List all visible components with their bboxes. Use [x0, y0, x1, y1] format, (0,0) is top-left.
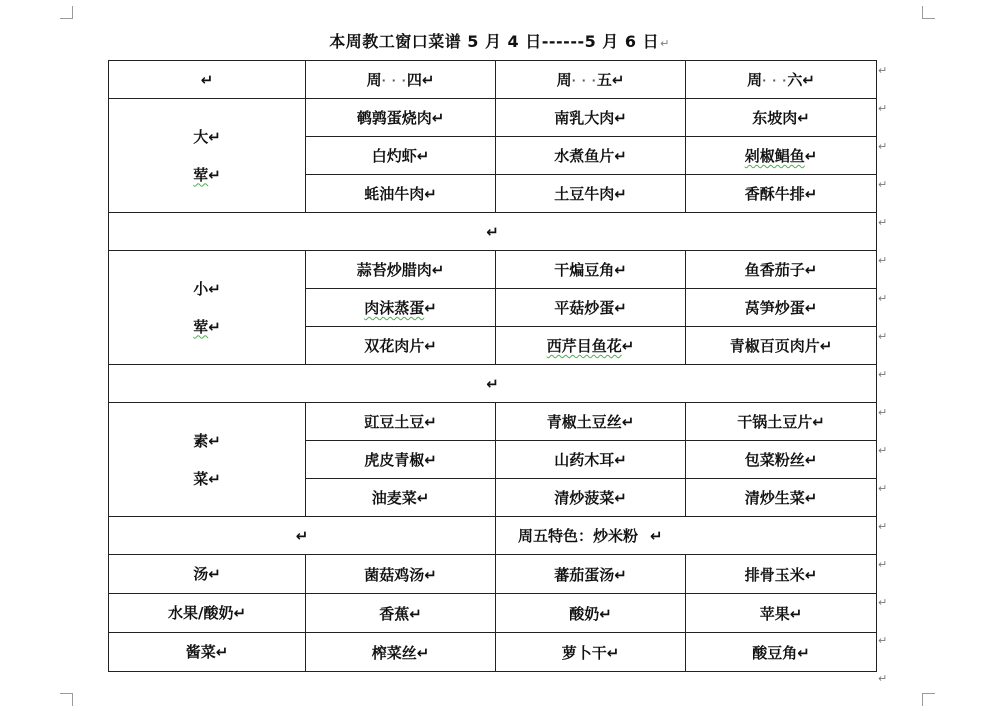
category-cell-soup: 汤↵: [109, 555, 306, 594]
dish-cell: 双花肉片↵: [306, 327, 496, 365]
dish-cell: 豇豆土豆↵: [306, 403, 496, 441]
dish-cell: 平菇炒蛋↵: [496, 289, 686, 327]
dish-cell: 油麦菜↵: [306, 479, 496, 517]
row-end-mark-icon: ↵: [878, 216, 888, 229]
header-day-thursday: 周· · ·四↵: [306, 61, 496, 99]
dish-cell: 萝卜干↵: [496, 633, 686, 672]
dish-cell: 鱼香茄子↵: [686, 251, 877, 289]
dish-cell: 排骨玉米↵: [686, 555, 877, 594]
category-cell-vegetable: 素↵ 菜↵: [109, 403, 306, 517]
row-end-mark-icon: ↵: [878, 634, 888, 647]
row-end-mark-icon: ↵: [878, 558, 888, 571]
row-end-mark-icon: ↵: [878, 596, 888, 609]
row-end-mark-icon: ↵: [878, 254, 888, 267]
category-cell-pickles: 酱菜↵: [109, 633, 306, 672]
dish-cell: 青椒百页肉片↵: [686, 327, 877, 365]
dish-cell: 山药木耳↵: [496, 441, 686, 479]
row-end-mark-icon: ↵: [878, 482, 888, 495]
table-row: [109, 403, 877, 441]
table-row: [109, 251, 877, 289]
document-title-text: 本周教工窗口菜谱 5 月 4 日------5 月 6 日: [329, 32, 660, 51]
dish-cell: 西芹目鱼花↵: [496, 327, 686, 365]
blank-cell: ↵: [109, 213, 877, 251]
dish-cell: 榨菜丝↵: [306, 633, 496, 672]
dish-cell: 莴笋炒蛋↵: [686, 289, 877, 327]
row-end-mark-icon: ↵: [878, 672, 888, 685]
dish-cell: 水煮鱼片↵: [496, 137, 686, 175]
table-row: [109, 594, 877, 633]
dish-cell: 干煸豆角↵: [496, 251, 686, 289]
document-title: [0, 29, 999, 52]
dish-cell: 肉沫蒸蛋↵: [306, 289, 496, 327]
dish-cell: 虎皮青椒↵: [306, 441, 496, 479]
row-end-mark-icon: ↵: [878, 64, 888, 77]
header-corner-cell: [109, 61, 306, 99]
special-cell: 周五特色：炒米粉 ↵: [496, 517, 877, 555]
dish-cell: 香酥牛排↵: [686, 175, 877, 213]
dish-cell: 苹果↵: [686, 594, 877, 633]
dish-cell: 南乳大肉↵: [496, 99, 686, 137]
blank-separator-row: [109, 213, 877, 251]
dish-cell: 菌菇鸡汤↵: [306, 555, 496, 594]
header-row: [109, 61, 877, 99]
paragraph-mark-icon: ↵: [660, 37, 670, 50]
dish-cell: 剁椒鲳鱼↵: [686, 137, 877, 175]
dish-cell: 香蕉↵: [306, 594, 496, 633]
row-end-mark-icon: ↵: [878, 406, 888, 419]
menu-table: [108, 60, 877, 672]
dish-cell: 鹌鹑蛋烧肉↵: [306, 99, 496, 137]
row-end-mark-icon: ↵: [878, 292, 888, 305]
category-cell-small-meat: 小↵ 荤↵: [109, 251, 306, 365]
dish-cell: 蒜苔炒腊肉↵: [306, 251, 496, 289]
row-end-mark-icon: ↵: [878, 444, 888, 457]
dish-cell: 酸豆角↵: [686, 633, 877, 672]
special-row: [109, 517, 877, 555]
special-text: 周五特色：炒米粉: [518, 527, 639, 545]
table-row: [109, 555, 877, 594]
header-day-friday: 周· · ·五↵: [496, 61, 686, 99]
dish-cell: 清炒生菜↵: [686, 479, 877, 517]
header-day-saturday: 周· · ·六↵: [686, 61, 877, 99]
blank-cell: ↵: [109, 365, 877, 403]
page-corner-top-right: [922, 6, 935, 19]
dish-cell: 蚝油牛肉↵: [306, 175, 496, 213]
page-corner-bottom-left: [60, 693, 73, 706]
row-end-mark-icon: ↵: [878, 178, 888, 191]
dish-cell: 蕃茄蛋汤↵: [496, 555, 686, 594]
page-corner-bottom-right: [922, 693, 935, 706]
category-cell-big-meat: 大↵ 荤↵: [109, 99, 306, 213]
row-end-mark-icon: ↵: [878, 520, 888, 533]
page-corner-top-left: [60, 6, 73, 19]
row-end-mark-icon: ↵: [878, 330, 888, 343]
dish-cell: 青椒土豆丝↵: [496, 403, 686, 441]
dish-cell: 清炒菠菜↵: [496, 479, 686, 517]
table-row: [109, 633, 877, 672]
dish-cell: 酸奶↵: [496, 594, 686, 633]
row-end-mark-icon: ↵: [878, 140, 888, 153]
table-row: [109, 99, 877, 137]
dish-cell: 白灼虾↵: [306, 137, 496, 175]
dish-cell: 东坡肉↵: [686, 99, 877, 137]
dish-cell: 包菜粉丝↵: [686, 441, 877, 479]
category-cell-fruit-yogurt: 水果/酸奶↵: [109, 594, 306, 633]
paragraph-mark-icon: ↵: [200, 70, 214, 89]
blank-separator-row: [109, 365, 877, 403]
dish-cell: 土豆牛肉↵: [496, 175, 686, 213]
dish-cell: 干锅土豆片↵: [686, 403, 877, 441]
row-end-mark-icon: ↵: [878, 368, 888, 381]
special-blank-cell: ↵: [109, 517, 496, 555]
row-end-mark-icon: ↵: [878, 102, 888, 115]
